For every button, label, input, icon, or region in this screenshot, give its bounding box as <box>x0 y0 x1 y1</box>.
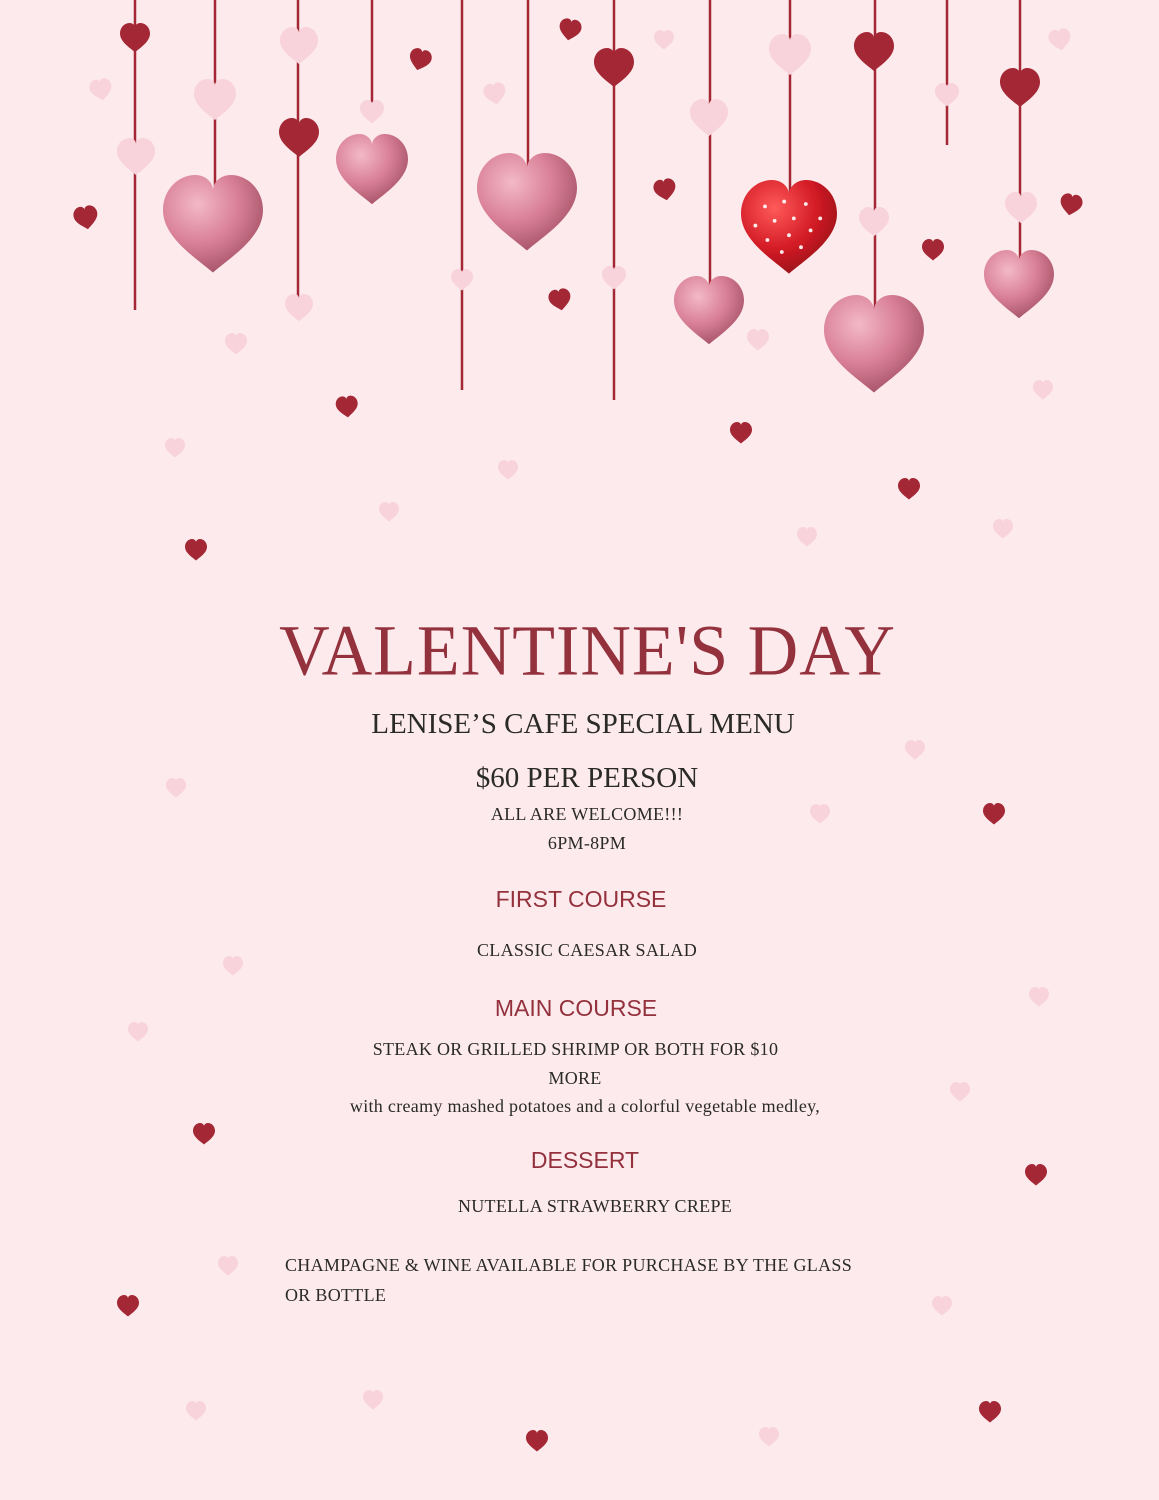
cafe-menu-subtitle: LENISE’S CAFE SPECIAL MENU <box>371 708 795 740</box>
main-course-description: with creamy mashed potatoes and a colorful vegetable medley, <box>349 1096 821 1116</box>
page-title: VALENTINE'S DAY <box>279 611 896 692</box>
drinks-note-line1: CHAMPAGNE & WINE AVAILABLE FOR PURCHASE BY THE GLASS <box>285 1255 853 1275</box>
dessert-item: NUTELLA STRAWBERRY CREPE <box>457 1196 733 1216</box>
dessert-heading: DESSERT <box>530 1147 640 1173</box>
event-time: 6PM-8PM <box>547 833 627 853</box>
price-per-person: $60 PER PERSON <box>475 762 699 794</box>
main-course-item-line2: MORE <box>548 1068 602 1088</box>
welcome-text: ALL ARE WELCOME!!! <box>490 804 684 824</box>
drinks-note-line2: OR BOTTLE <box>285 1285 387 1305</box>
first-course-heading: FIRST COURSE <box>495 886 667 912</box>
first-course-item: CLASSIC CAESAR SALAD <box>476 940 698 960</box>
main-course-item-line1: STEAK OR GRILLED SHRIMP OR BOTH FOR $10 <box>372 1039 779 1059</box>
main-course-heading: MAIN COURSE <box>494 995 658 1021</box>
